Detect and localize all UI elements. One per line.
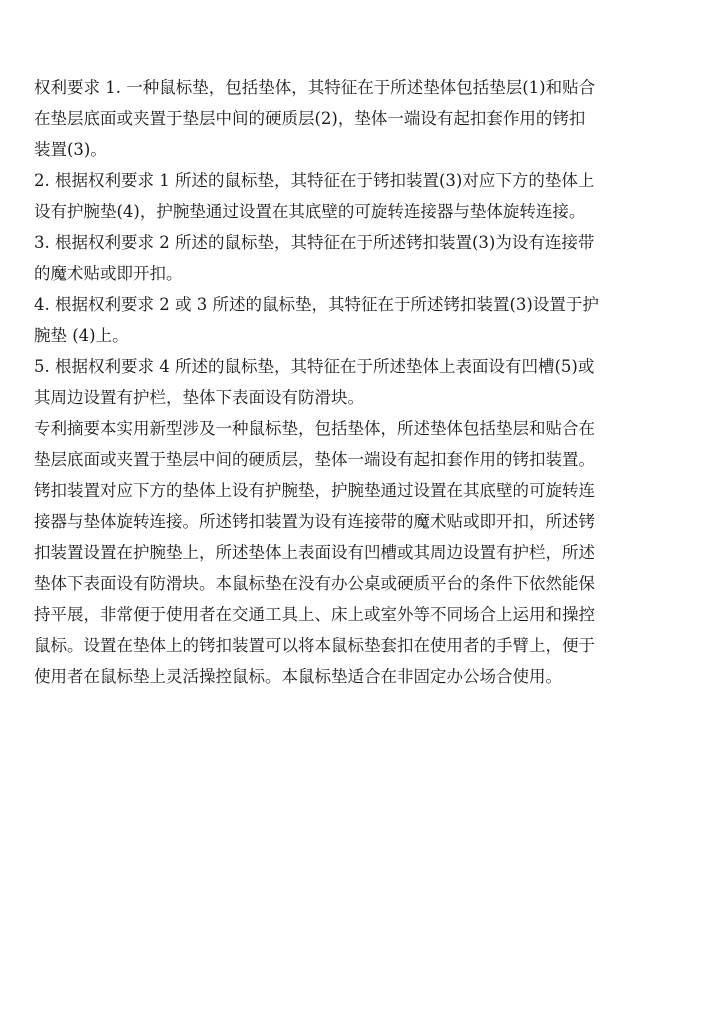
text-line: 鼠标。设置在垫体上的铐扣装置可以将本鼠标垫套扣在使用者的手臂上，便于 xyxy=(34,636,595,655)
text-line: 使用者在鼠标垫上灵活操控鼠标。本鼠标垫适合在非固定办公场合使用。 xyxy=(34,667,562,686)
text-line: 4. 根据权利要求 2 或 3 所述的鼠标垫，其特征在于所述铐扣装置(3)设置于护 xyxy=(34,295,599,314)
text-line: 的魔术贴或即开扣。 xyxy=(34,264,183,283)
text-line: 专利摘要本实用新型涉及一种鼠标垫，包括垫体，所述垫体包括垫层和贴合在 xyxy=(34,419,595,438)
text-line: 在垫层底面或夹置于垫层中间的硬质层(2)，垫体一端设有起扣套作用的铐扣 xyxy=(34,109,586,128)
text-line: 垫层底面或夹置于垫层中间的硬质层，垫体一端设有起扣套作用的铐扣装置。 xyxy=(34,450,595,469)
text-line: 接器与垫体旋转连接。所述铐扣装置为设有连接带的魔术贴或即开扣，所述铐 xyxy=(34,512,595,531)
text-line: 装置(3)。 xyxy=(34,140,107,159)
patent-text xyxy=(34,72,694,692)
text-line: 权利要求 1. 一种鼠标垫，包括垫体，其特征在于所述垫体包括垫层(1)和贴合 xyxy=(34,78,596,97)
text-line: 铐扣装置对应下方的垫体上设有护腕垫，护腕垫通过设置在其底壁的可旋转连 xyxy=(34,481,595,500)
text-line: 3. 根据权利要求 2 所述的鼠标垫，其特征在于所述铐扣装置(3)为设有连接带 xyxy=(34,233,595,252)
text-line: 腕垫 (4)上。 xyxy=(34,326,129,345)
text-line: 扣装置设置在护腕垫上，所述垫体上表面设有凹槽或其周边设置有护栏，所述 xyxy=(34,543,595,562)
text-line: 垫体下表面设有防滑块。本鼠标垫在没有办公桌或硬质平台的条件下依然能保 xyxy=(34,574,595,593)
text-line: 持平展，非常便于使用者在交通工具上、床上或室外等不同场合上运用和操控 xyxy=(34,605,595,624)
text-line: 5. 根据权利要求 4 所述的鼠标垫，其特征在于所述垫体上表面设有凹槽(5)或 xyxy=(34,357,595,376)
text-line: 设有护腕垫(4)，护腕垫通过设置在其底壁的可旋转连接器与垫体旋转连接。 xyxy=(34,202,586,221)
text-line: 2. 根据权利要求 1 所述的鼠标垫，其特征在于铐扣装置(3)对应下方的垫体上 xyxy=(34,171,595,190)
text-line: 其周边设置有护栏，垫体下表面设有防滑块。 xyxy=(34,388,364,407)
